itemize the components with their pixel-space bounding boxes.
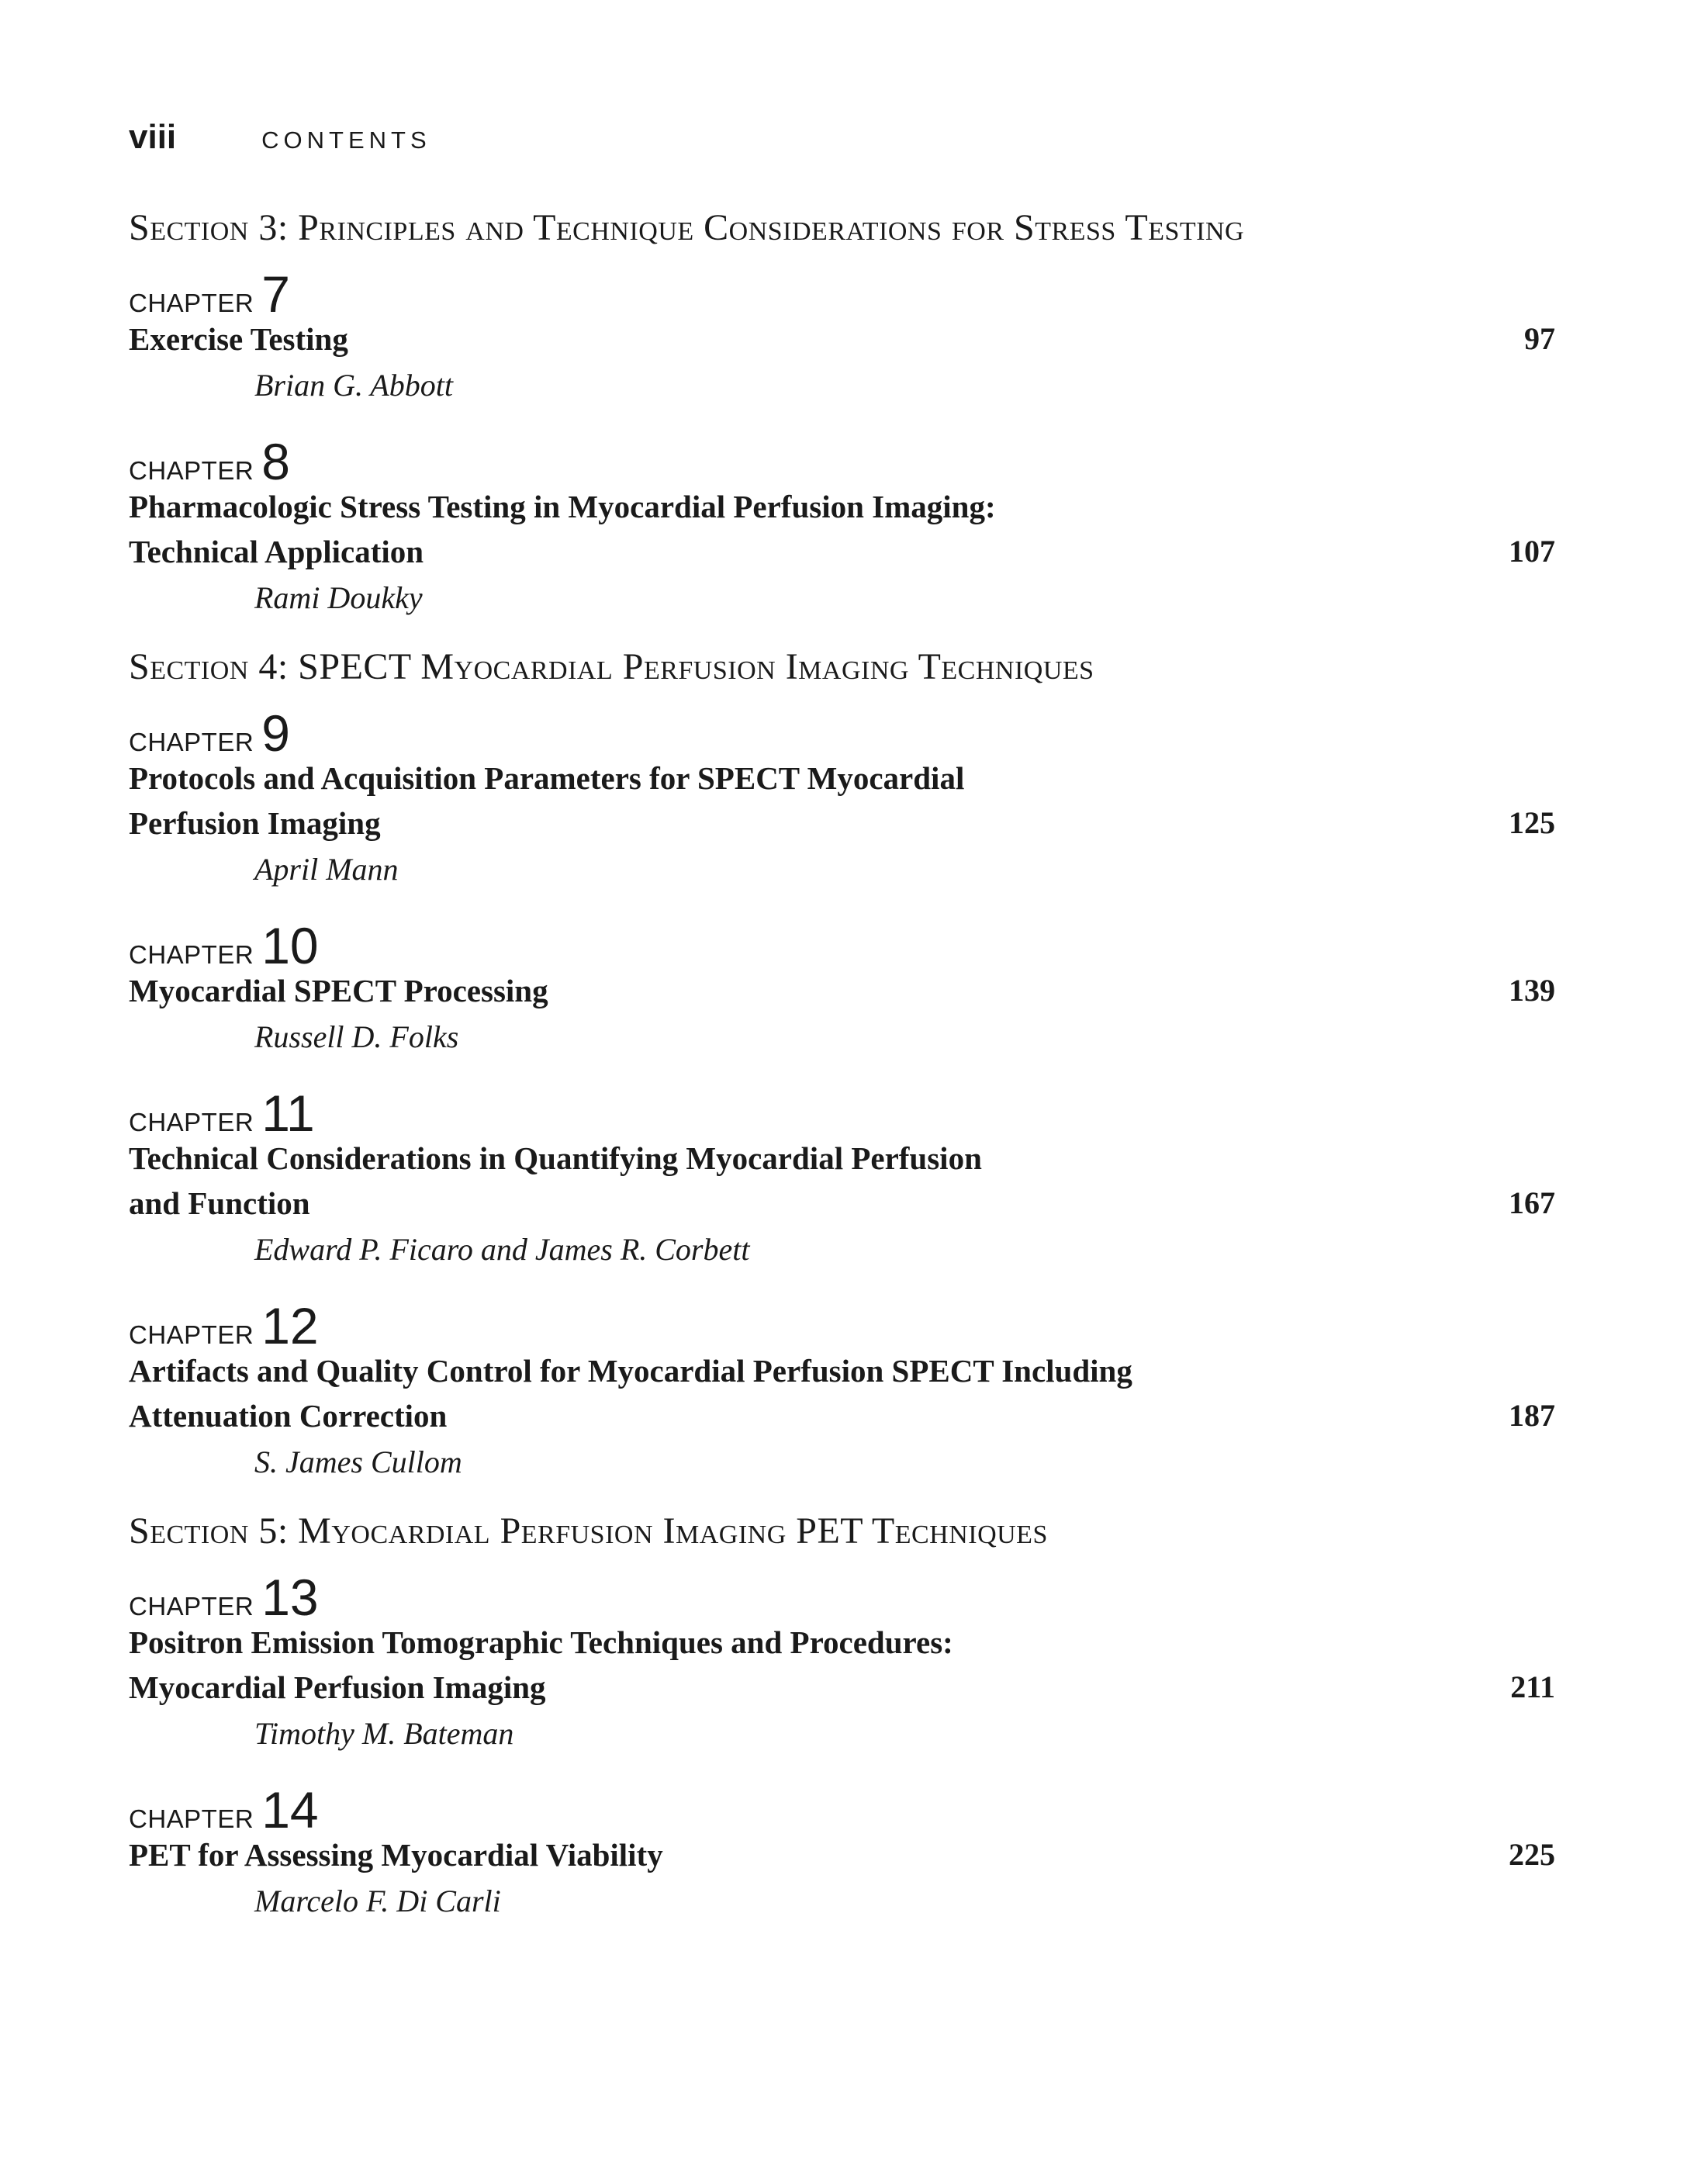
chapter-label bbox=[129, 1781, 1555, 1839]
chapter-title[interactable]: Artifacts and Quality Control for Myocardial Perfusion SPECT Including Attenuation Correction bbox=[129, 1353, 1132, 1434]
chapter-page-number[interactable]: 187 bbox=[1509, 1398, 1555, 1433]
chapter-word: CHAPTER bbox=[129, 456, 254, 485]
toc-chapter[interactable] bbox=[129, 704, 1555, 894]
toc-chapter[interactable] bbox=[129, 1569, 1555, 1758]
chapter-author: Edward P. Ficaro and James R. Corbett bbox=[254, 1232, 750, 1267]
chapter-word: CHAPTER bbox=[129, 728, 254, 756]
chapter-word: CHAPTER bbox=[129, 1320, 254, 1349]
chapter-label bbox=[129, 704, 1555, 762]
chapter-title-row bbox=[129, 968, 1555, 1013]
chapter-page-number[interactable]: 97 bbox=[1524, 321, 1555, 356]
chapter-title[interactable]: Technical Considerations in Quantifying Myocardial Perfusion and Function bbox=[129, 1140, 982, 1221]
chapter-word: CHAPTER bbox=[129, 940, 254, 969]
chapter-page-number[interactable]: 139 bbox=[1509, 973, 1555, 1008]
chapter-word: CHAPTER bbox=[129, 1108, 254, 1136]
chapter-author: S. James Cullom bbox=[254, 1444, 462, 1479]
chapter-page-number[interactable]: 125 bbox=[1509, 805, 1555, 840]
toc-chapter[interactable] bbox=[129, 917, 1555, 1061]
chapter-title[interactable]: Exercise Testing bbox=[129, 321, 348, 357]
toc-chapter[interactable] bbox=[129, 1781, 1555, 1925]
chapter-number: 14 bbox=[261, 1781, 319, 1839]
chapter-number: 7 bbox=[261, 265, 290, 323]
chapter-number: 9 bbox=[261, 704, 290, 762]
chapter-page-number[interactable]: 211 bbox=[1510, 1669, 1555, 1704]
chapter-title-row bbox=[129, 1348, 1555, 1438]
chapter-number: 12 bbox=[261, 1297, 319, 1354]
chapter-author: Rami Doukky bbox=[254, 580, 423, 615]
chapter-title[interactable]: Protocols and Acquisition Parameters for SPECT Myocardial Perfusion Imaging bbox=[129, 760, 965, 841]
chapter-label bbox=[129, 1297, 1555, 1354]
chapter-number: 11 bbox=[261, 1085, 315, 1142]
chapter-title-row bbox=[129, 1832, 1555, 1877]
chapter-title-row bbox=[129, 756, 1555, 846]
section-title: Section 5: Myocardial Perfusion Imaging PET Techniques bbox=[129, 1510, 1048, 1552]
chapter-title[interactable]: Pharmacologic Stress Testing in Myocardial Perfusion Imaging: Technical Application bbox=[129, 489, 996, 569]
chapter-title[interactable]: Positron Emission Tomographic Techniques and Procedures: Myocardial Perfusion Imaging bbox=[129, 1624, 953, 1705]
chapter-label bbox=[129, 265, 1555, 323]
chapter-number: 8 bbox=[261, 433, 290, 490]
chapter-label bbox=[129, 1569, 1555, 1626]
section-title: Section 3: Principles and Technique Considerations for Stress Testing bbox=[129, 207, 1245, 248]
toc-chapter[interactable] bbox=[129, 1085, 1555, 1274]
toc-section bbox=[129, 646, 1555, 1486]
chapter-page-number[interactable]: 225 bbox=[1509, 1837, 1555, 1872]
section-title: Section 4: SPECT Myocardial Perfusion Imaging Techniques bbox=[129, 646, 1094, 687]
chapter-word: CHAPTER bbox=[129, 1592, 254, 1621]
chapter-title-row bbox=[129, 317, 1555, 362]
table-of-contents bbox=[129, 209, 1555, 1952]
chapter-author: Timothy M. Bateman bbox=[254, 1716, 514, 1751]
chapter-number: 10 bbox=[261, 917, 319, 974]
chapter-word: CHAPTER bbox=[129, 1804, 254, 1833]
toc-chapter[interactable] bbox=[129, 265, 1555, 410]
page-folio: viii bbox=[129, 118, 177, 156]
chapter-word: CHAPTER bbox=[129, 289, 254, 317]
toc-section bbox=[129, 1510, 1555, 1925]
chapter-title[interactable]: PET for Assessing Myocardial Viability bbox=[129, 1837, 663, 1873]
chapter-author: Russell D. Folks bbox=[254, 1019, 459, 1054]
chapter-title-row bbox=[129, 484, 1555, 574]
chapter-title-row bbox=[129, 1136, 1555, 1226]
running-title: CONTENTS bbox=[261, 126, 431, 154]
toc-section bbox=[129, 209, 1555, 622]
toc-chapter[interactable] bbox=[129, 433, 1555, 622]
chapter-author: Marcelo F. Di Carli bbox=[254, 1884, 501, 1918]
chapter-title-row bbox=[129, 1620, 1555, 1710]
chapter-page-number[interactable]: 107 bbox=[1509, 534, 1555, 569]
chapter-author: Brian G. Abbott bbox=[254, 368, 453, 403]
toc-chapter[interactable] bbox=[129, 1297, 1555, 1486]
chapter-author: April Mann bbox=[254, 852, 399, 887]
chapter-title[interactable]: Myocardial SPECT Processing bbox=[129, 973, 548, 1008]
chapter-label bbox=[129, 917, 1555, 974]
chapter-label bbox=[129, 1085, 1555, 1142]
running-header bbox=[129, 118, 431, 164]
chapter-label bbox=[129, 433, 1555, 490]
chapter-page-number[interactable]: 167 bbox=[1509, 1185, 1555, 1220]
chapter-number: 13 bbox=[261, 1569, 319, 1626]
